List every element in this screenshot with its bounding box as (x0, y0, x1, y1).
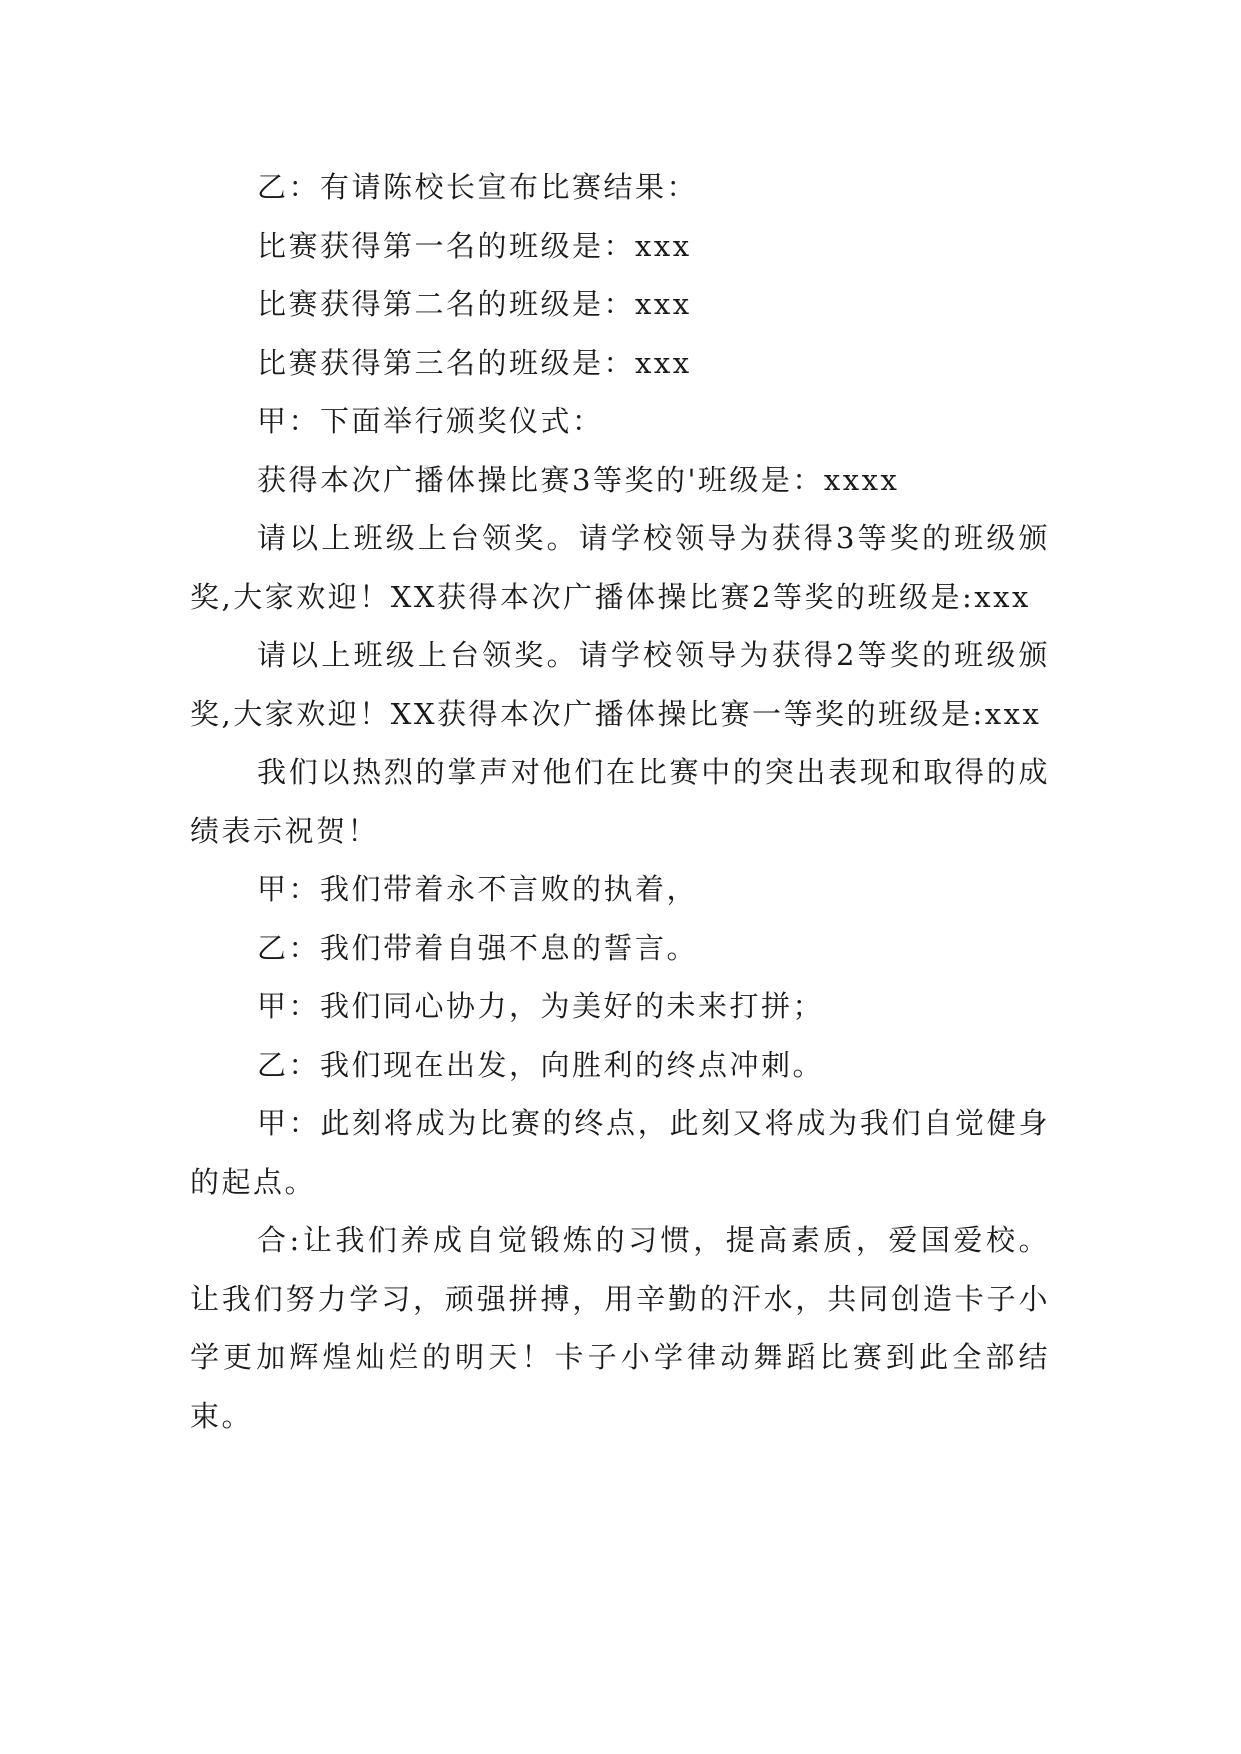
paragraph-award-ceremony: 甲：下面举行颁奖仪式： (257, 404, 604, 438)
paragraph-third-prize-award: 请以上班级上台领奖。请学校领导为获得3等奖的班级颁奖,大家欢迎！XX获得本次广播体操比赛2等奖的班级是:xxx (190, 521, 1050, 614)
paragraph-announce-results: 乙：有请陈校长宣布比赛结果： (257, 170, 699, 204)
paragraph-second-place: 比赛获得第二名的班级是：xxx (257, 287, 692, 321)
paragraph-congratulations: 我们以热烈的掌声对他们在比赛中的突出表现和取得的成绩表示祝贺！ (190, 755, 1050, 848)
paragraph-first-place: 比赛获得第一名的班级是：xxx (257, 228, 692, 263)
paragraph-third-prize: 获得本次广播体操比赛3等奖的'班级是：xxxx (257, 462, 900, 497)
paragraph-jia-2: 甲：我们同心协力，为美好的未来打拼； (257, 989, 825, 1023)
paragraph-yi-2: 乙：我们现在出发，向胜利的终点冲刺。 (257, 1047, 825, 1082)
paragraph-second-prize-award: 请以上班级上台领奖。请学校领导为获得2等奖的班级颁奖,大家欢迎！XX获得本次广播体操比赛一等奖的班级是:xxx (190, 638, 1050, 731)
paragraph-jia-1: 甲：我们带着永不言败的执着， (257, 872, 699, 906)
paragraph-third-place: 比赛获得第三名的班级是：xxx (257, 345, 692, 380)
paragraph-jia-3: 甲：此刻将成为比赛的终点，此刻又将成为我们自觉健身的起点。 (190, 1106, 1050, 1199)
paragraph-closing: 合:让我们养成自觉锻炼的习惯，提高素质，爱国爱校。让我们努力学习，顽强拼搏，用辛勤的汗水，共同创造卡子小学更加辉煌灿烂的明天！卡子小学律动舞蹈比赛到此全部结束。 (190, 1223, 1050, 1433)
paragraph-yi-1: 乙：我们带着自强不息的誓言。 (257, 930, 699, 965)
document-body (190, 158, 1050, 1445)
